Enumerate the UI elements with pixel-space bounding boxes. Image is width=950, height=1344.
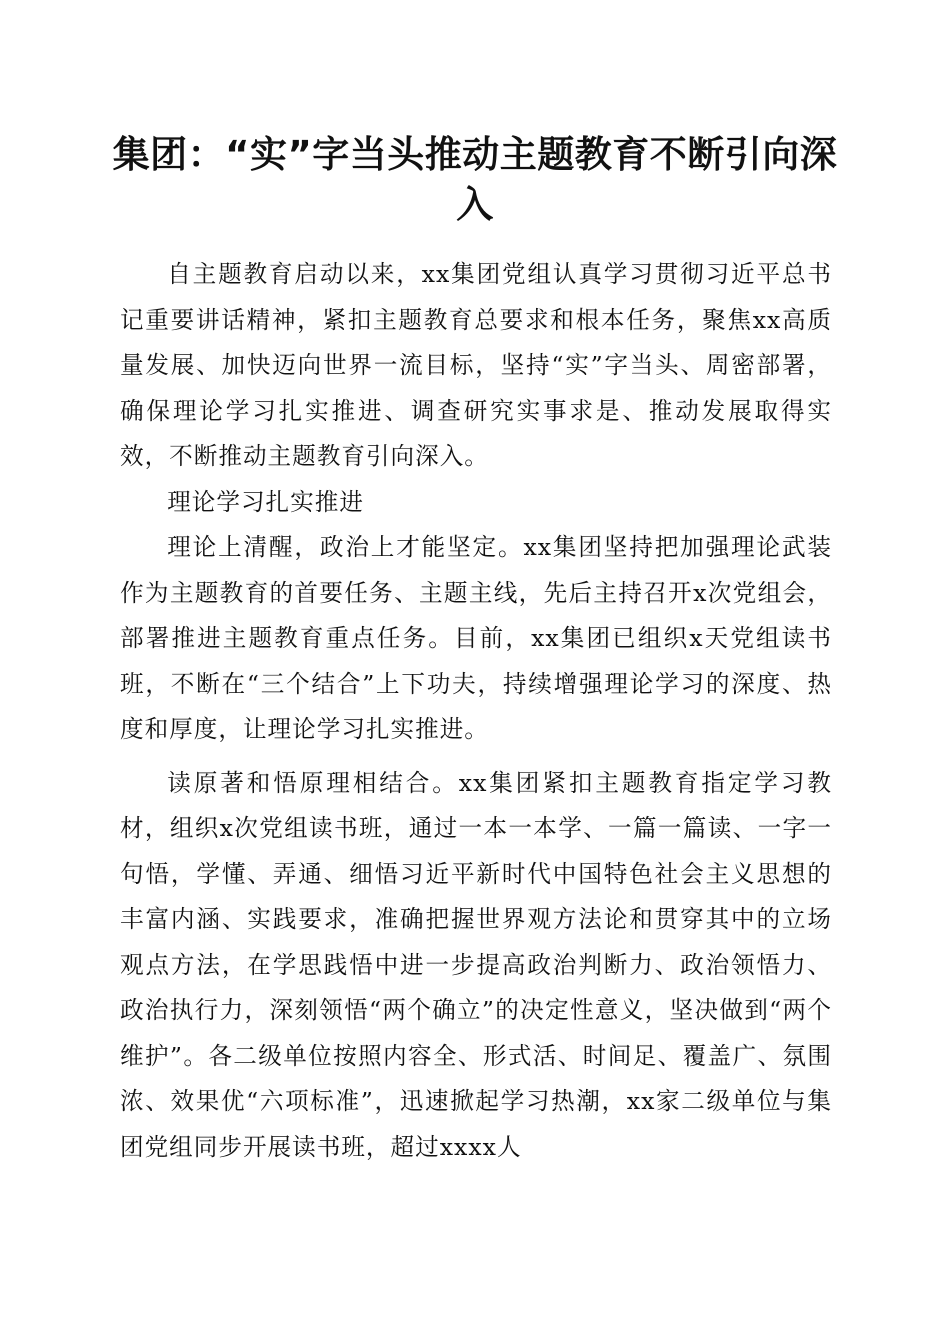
section-heading: 理论学习扎实推进 [167, 487, 364, 516]
paragraph-reading: 读原著和悟原理相结合。xx集团紧扣主题教育指定学习教材，组织x次党组读书班，通过一本一本学、一篇一篇读、一字一句悟，学懂、弄通、细悟习近平新时代中国特色社会主义思想的丰富内涵、实践要求，准确把握世界观方法论和贯穿其中的立场观点方法，在学思践悟中进一步提高政治判断力、政治领悟力、政治执行力，深刻领悟“两个确立”的决定性意义，坚决做到“两个维护”。各二级单位按照内容全、形式活、时间足、覆盖广、氛围浓、效果优“六项标准”，迅速掀起学习热潮，xx家二级单位与集团党组同步开展读书班，超过xxxx人 [120, 768, 832, 1161]
document-title: 集团：“实”字当头推动主题教育不断引向深入 [112, 133, 838, 226]
paragraph-intro: 自主题教育启动以来，xx集团党组认真学习贯彻习近平总书记重要讲话精神，紧扣主题教育总要求和根本任务，聚焦xx高质量发展、加快迈向世界一流目标，坚持“实”字当头、周密部署，确保理论学习扎实推进、调查研究实事求是、推动发展取得实效，不断推动主题教育引向深入。 [120, 260, 832, 470]
paragraph-theory: 理论上清醒，政治上才能坚定。xx集团坚持把加强理论武装作为主题教育的首要任务、主题主线，先后主持召开x次党组会，部署推进主题教育重点任务。目前，xx集团已组织x天党组读书班，不断在“三个结合”上下功夫，持续增强理论学习的深度、热度和厚度，让理论学习扎实推进。 [120, 533, 832, 743]
document-body [120, 252, 832, 1170]
